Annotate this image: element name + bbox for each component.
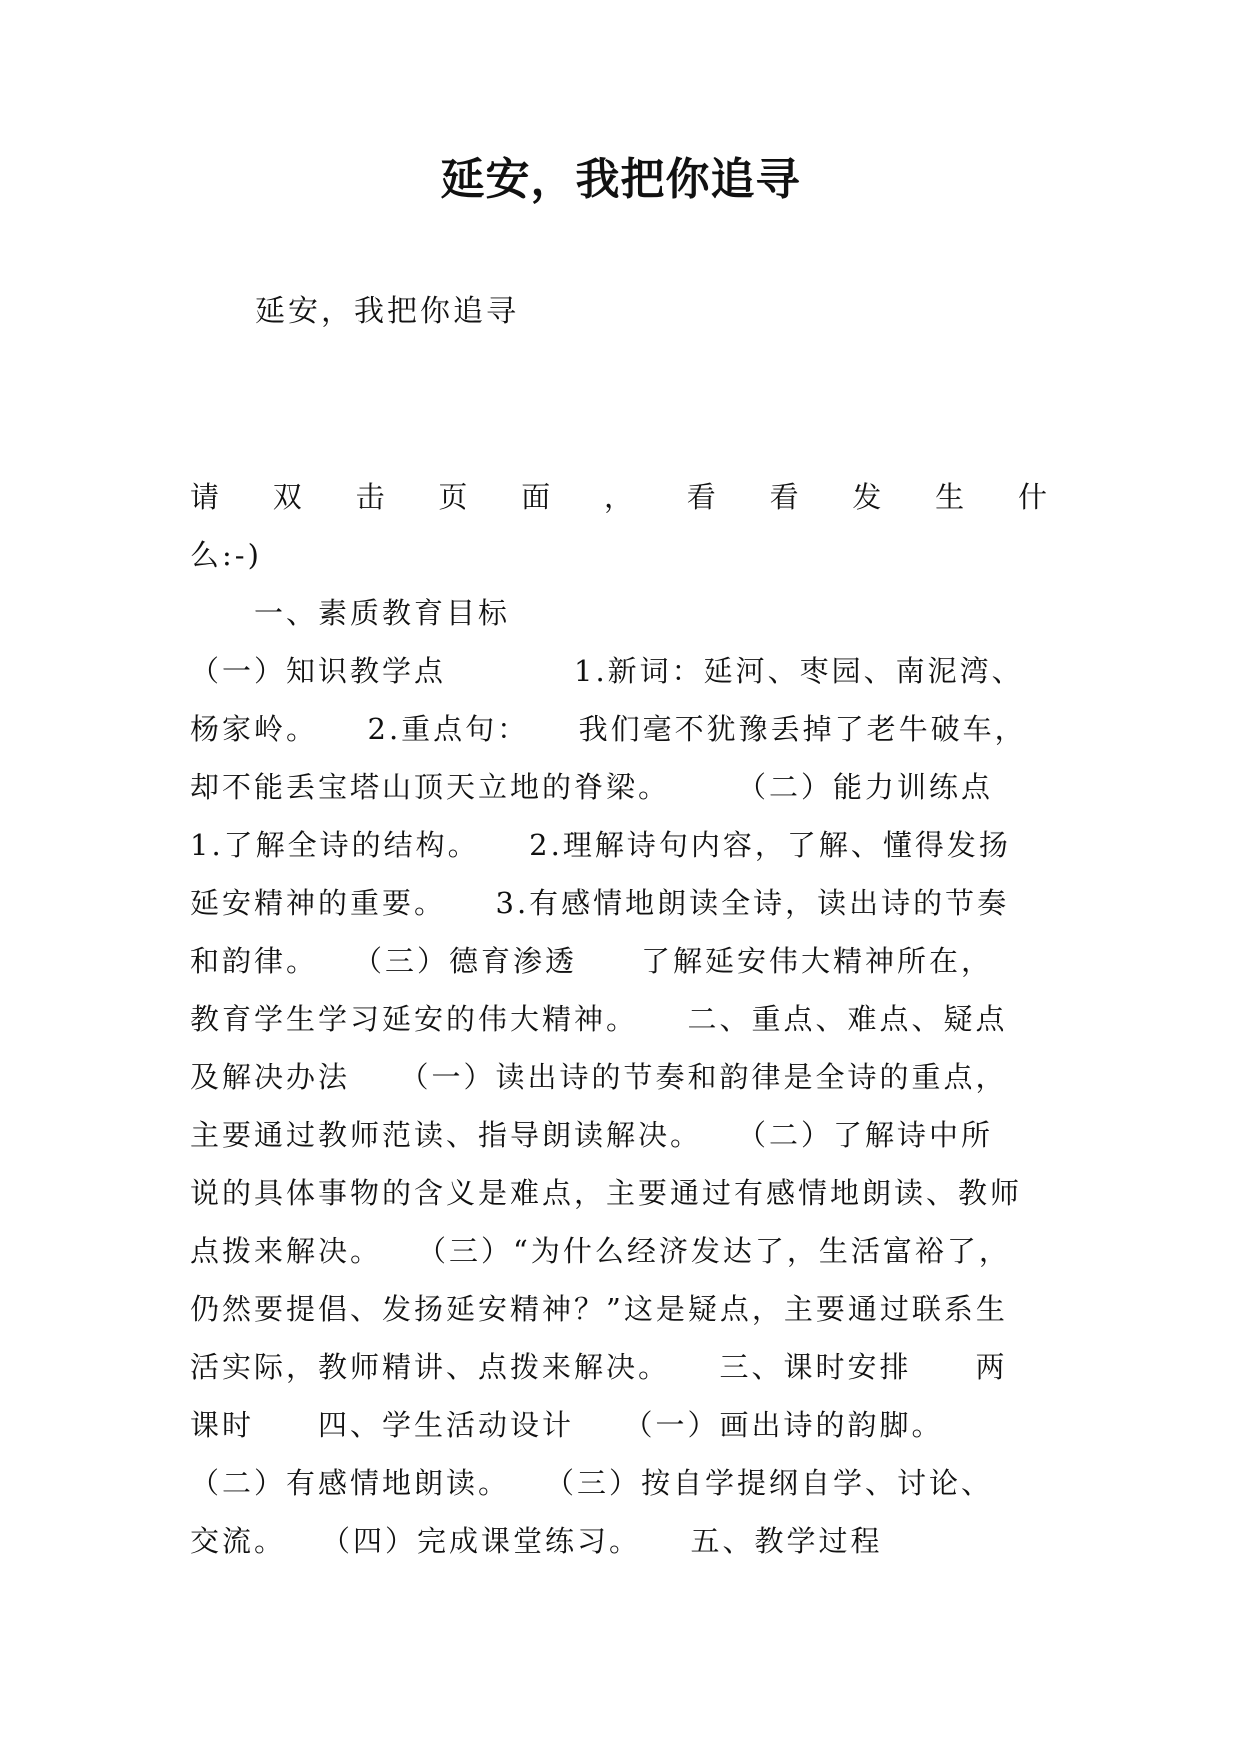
body-line: 及解决办法 （一）读出诗的节奏和韵律是全诗的重点，: [190, 1060, 1008, 1094]
intro-char: 请: [190, 480, 223, 514]
body-line: （一）知识教学点 1.新词：延河、枣园、南泥湾、: [190, 654, 1024, 688]
body-line: 一、素质教育目标: [254, 596, 511, 630]
body-line: 交流。 （四）完成课堂练习。 五、教学过程: [190, 1524, 883, 1558]
intro-char: 面: [521, 480, 554, 514]
intro-char: ，: [603, 480, 636, 514]
body-line: （二）有感情地朗读。 （三）按自学提纲自学、讨论、: [190, 1466, 994, 1500]
body-line: 主要通过教师范读、指导朗读解决。 （二）了解诗中所: [190, 1118, 994, 1152]
intro-char: 看: [686, 480, 719, 514]
body-line: 说的具体事物的含义是难点，主要通过有感情地朗读、教师: [190, 1176, 1023, 1210]
document-title: 延安，我把你追寻: [440, 154, 801, 205]
intro-char: 击: [355, 480, 388, 514]
body-line: 课时 四、学生活动设计 （一）画出诗的韵脚。: [190, 1408, 944, 1442]
intro-tail: 么:-): [190, 538, 262, 572]
intro-char: 什: [1017, 480, 1050, 514]
intro-char: 生: [935, 480, 968, 514]
intro-char: 页: [438, 480, 471, 514]
body-line: 和韵律。 （三）德育渗透 了解延安伟大精神所在，: [190, 944, 994, 978]
intro-line: [190, 468, 1050, 526]
intro-char: 双: [272, 480, 305, 514]
document-body: [190, 468, 1050, 1570]
body-line: 延安精神的重要。 3.有感情地朗读全诗，读出诗的节奏: [190, 886, 1010, 920]
intro-char: 发: [852, 480, 885, 514]
body-line: 仍然要提倡、发扬延安精神？”这是疑点，主要通过联系生: [190, 1292, 1008, 1326]
body-line: 活实际，教师精讲、点拨来解决。 三、课时安排 两: [190, 1350, 1008, 1384]
body-line: 杨家岭。 2.重点句： 我们毫不犹豫丢掉了老牛破车，: [190, 712, 1027, 746]
body-line: 点拨来解决。 （三）“为什么经济发达了，生活富裕了，: [190, 1234, 1011, 1268]
body-line: 却不能丢宝塔山顶天立地的脊梁。 （二）能力训练点: [190, 770, 994, 804]
body-line: 1.了解全诗的结构。 2.理解诗句内容，了解、懂得发扬: [190, 828, 1011, 862]
intro-char: 看: [769, 480, 802, 514]
document-subtitle: 延安，我把你追寻: [255, 294, 519, 329]
body-line: 教育学生学习延安的伟大精神。 二、重点、难点、疑点: [190, 1002, 1008, 1036]
